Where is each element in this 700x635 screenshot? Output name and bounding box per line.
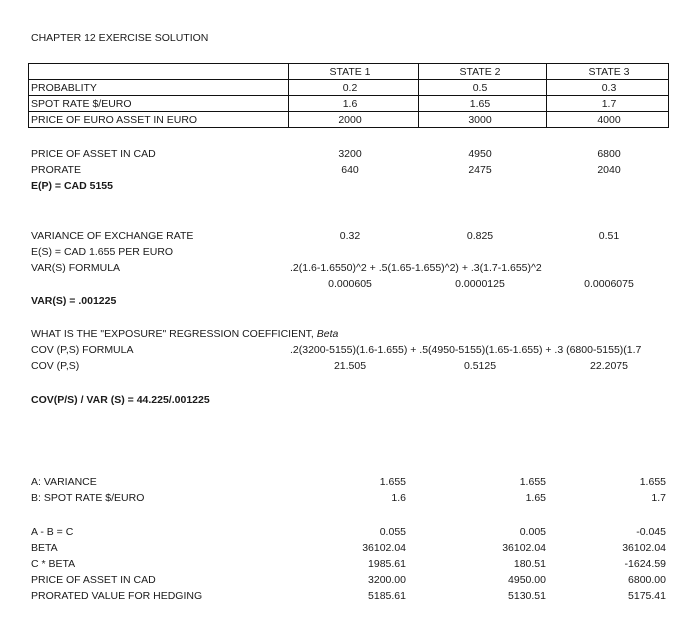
var-result: VAR(S) = .001225 [31, 295, 117, 307]
expected-spot: E(S) = CAD 1.655 PER EURO [31, 246, 174, 258]
table-cell: 3000 [468, 114, 492, 126]
prorate-value: 2475 [468, 164, 492, 176]
exposure-question-text: WHAT IS THE "EXPOSURE" REGRESSION COEFFICIENT, [31, 328, 317, 340]
row-label-euro-asset: PRICE OF EURO ASSET IN EURO [31, 114, 198, 126]
hedge-value: 4950.00 [508, 574, 546, 586]
hedge-value: 1985.61 [368, 558, 406, 570]
beta-result: COV(P/S) / VAR (S) = 44.225/.001225 [31, 394, 210, 406]
prorate-value: 2040 [597, 164, 621, 176]
exposure-question [31, 327, 338, 341]
hedge-value: 6800.00 [628, 574, 666, 586]
variance-value: 0.825 [466, 230, 494, 242]
row-label-probability: PROBABLITY [31, 82, 97, 94]
cad-price-label: PRICE OF ASSET IN CAD [31, 148, 156, 160]
hedge-row-label: PRICE OF ASSET IN CAD [31, 574, 156, 586]
states-table [28, 63, 669, 128]
table-cell: 0.5 [472, 82, 488, 94]
hedge-value: 36102.04 [622, 542, 666, 554]
hedge-value: 180.51 [513, 558, 546, 570]
header-state-1: STATE 1 [329, 66, 371, 78]
hedge-value: 5185.61 [368, 590, 406, 602]
cov-value: 0.5125 [463, 360, 497, 372]
row-label-spot-rate: SPOT RATE $/EURO [31, 98, 132, 110]
hedge-value: 1.65 [525, 492, 546, 504]
variance-value: 0.51 [598, 230, 620, 242]
table-cell: 1.65 [469, 98, 491, 110]
hedge-value: 5130.51 [508, 590, 546, 602]
cad-price-value: 3200 [338, 148, 362, 160]
hedge-value: 1.655 [379, 476, 406, 488]
hedge-value: 0.005 [519, 526, 546, 538]
expected-price: E(P) = CAD 5155 [31, 180, 113, 192]
cov-value: 21.505 [333, 360, 367, 372]
var-formula-value: 0.000605 [328, 278, 372, 290]
hedge-row-label: A - B = C [31, 526, 74, 538]
var-formula-value: 0.0000125 [455, 278, 505, 290]
cad-price-value: 4950 [468, 148, 492, 160]
hedge-value: 3200.00 [368, 574, 406, 586]
var-formula-label: VAR(S) FORMULA [31, 262, 121, 274]
table-cell: 4000 [597, 114, 621, 126]
hedge-row-label: BETA [31, 542, 58, 554]
var-formula-value: 0.0006075 [584, 278, 634, 290]
hedge-row-label: PRORATED VALUE FOR HEDGING [31, 590, 203, 602]
hedge-value: 1.655 [639, 476, 666, 488]
hedge-value: 1.655 [519, 476, 546, 488]
header-state-3: STATE 3 [588, 66, 630, 78]
beta-word: Beta [316, 328, 339, 340]
table-cell: 1.6 [342, 98, 358, 110]
cov-label: COV (P,S) [31, 360, 80, 372]
table-cell: 1.7 [601, 98, 617, 110]
header-state-2: STATE 2 [459, 66, 501, 78]
page-title: CHAPTER 12 EXERCISE SOLUTION [31, 32, 209, 44]
variance-label: VARIANCE OF EXCHANGE RATE [31, 230, 194, 242]
hedge-value: 5175.41 [628, 590, 666, 602]
var-formula: .2(1.6-1.6550)^2 + .5(1.65-1.655)^2) + .3(1.7-1.655)^2 [290, 262, 542, 274]
cov-value: 22.2075 [590, 360, 628, 372]
cov-formula: .2(3200-5155)(1.6-1.655) + .5(4950-5155)(1.65-1.655) + .3 (6800-5155)(1.7 [290, 344, 642, 356]
hedge-row-label: C * BETA [31, 558, 76, 570]
hedge-value: 0.055 [379, 526, 406, 538]
prorate-label: PRORATE [31, 164, 81, 176]
hedge-row-label: A: VARIANCE [31, 476, 97, 488]
hedge-value: -0.045 [636, 526, 666, 538]
table-cell: 0.3 [601, 82, 617, 94]
variance-value: 0.32 [339, 230, 361, 242]
table-cell: 0.2 [342, 82, 358, 94]
prorate-value: 640 [341, 164, 359, 176]
hedge-value: 1.7 [651, 492, 666, 504]
hedge-row-label: B: SPOT RATE $/EURO [31, 492, 145, 504]
hedge-value: -1624.59 [624, 558, 666, 570]
hedge-value: 36102.04 [362, 542, 406, 554]
cad-price-value: 6800 [597, 148, 621, 160]
hedge-value: 1.6 [391, 492, 406, 504]
cov-formula-label: COV (P,S) FORMULA [31, 344, 134, 356]
hedge-value: 36102.04 [502, 542, 546, 554]
table-cell: 2000 [338, 114, 362, 126]
